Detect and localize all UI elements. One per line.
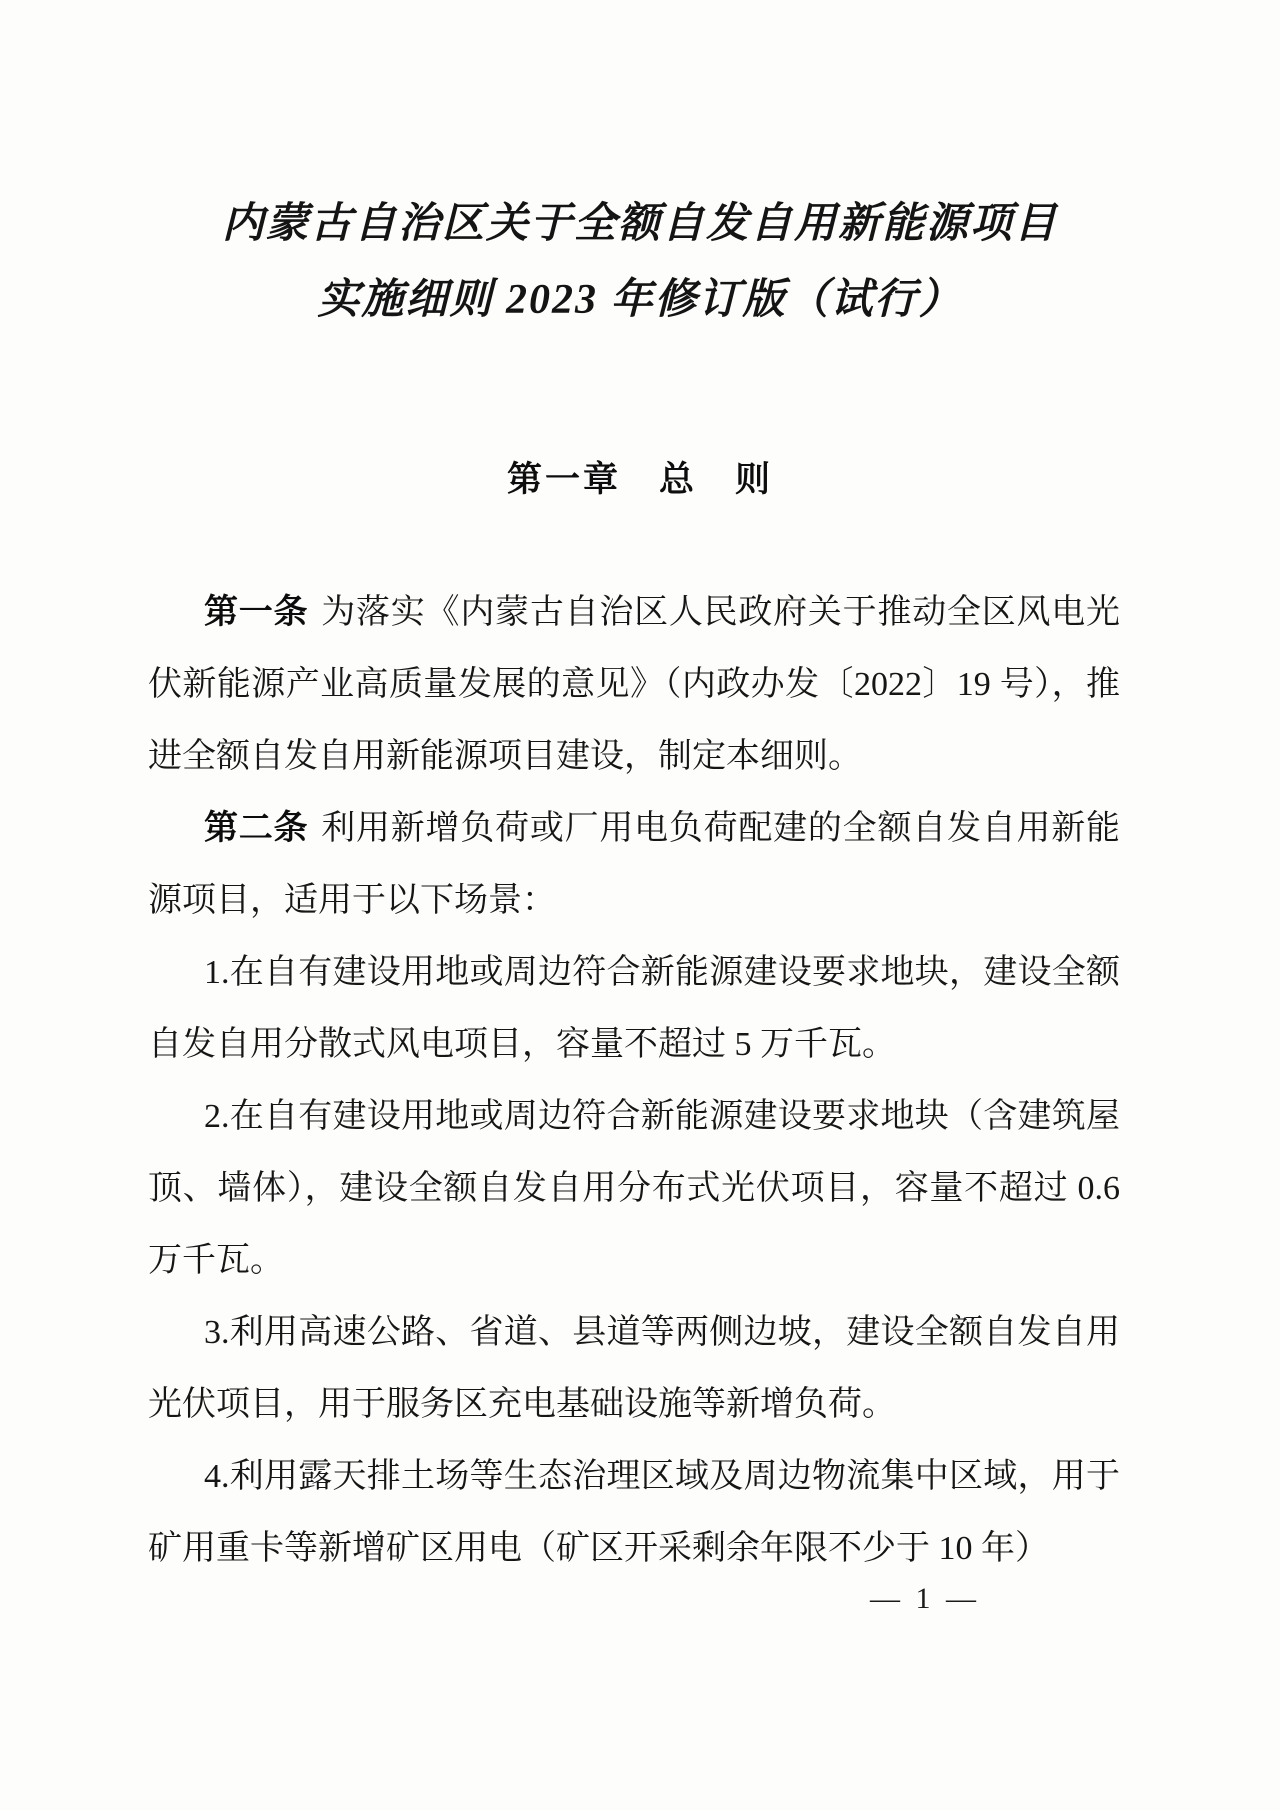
article-2-text: 利用新增负荷或厂用电负荷配建的全额自发自用新能源项目，适用于以下场景：: [148, 810, 1120, 919]
scenario-item-4-text: 4.利用露天排土场等生态治理区域及周边物流集中区域，用于矿用重卡等新增矿区用电（矿区开采剩余年限不少于 10 年）: [148, 1458, 1120, 1567]
page-number: [0, 1582, 980, 1616]
scenario-item-3-text: 3.利用高速公路、省道、县道等两侧边坡，建设全额自发自用光伏项目，用于服务区充电基础设施等新增负荷。: [148, 1314, 1120, 1423]
scenario-item-2-text: 2.在自有建设用地或周边符合新能源建设要求地块（含建筑屋顶、墙体），建设全额自发自用分布式光伏项目，容量不超过 0.6 万千瓦。: [148, 1098, 1120, 1279]
article-1-text: 为落实《内蒙古自治区人民政府关于推动全区风电光伏新能源产业高质量发展的意见》（内政办发〔2022〕19 号），推进全额自发自用新能源项目建设，制定本细则。: [148, 594, 1120, 775]
article-paragraph-2: [148, 793, 1120, 937]
title-line-2: 实施细则 2023 年修订版（试行）: [317, 277, 963, 323]
chapter-heading: [0, 452, 1280, 502]
scenario-item-1-text: 1.在自有建设用地或周边符合新能源建设要求地块，建设全额自发自用分散式风电项目，容量不超过 5 万千瓦。: [148, 954, 1120, 1063]
chapter-heading-text: 第一章 总 则: [506, 460, 773, 499]
document-body: [148, 577, 1120, 1585]
scenario-item-1: [148, 937, 1120, 1081]
scenario-item-4: [148, 1441, 1120, 1585]
scenario-item-3: [148, 1297, 1120, 1441]
scenario-item-2: [148, 1081, 1120, 1297]
title-line-1: 内蒙古自治区关于全额自发自用新能源项目: [221, 201, 1058, 247]
page-number-text: — 1 —: [870, 1582, 980, 1615]
article-1-label: 第一条: [204, 594, 309, 631]
article-2-label: 第二条: [204, 810, 309, 847]
document-title: [0, 186, 1280, 338]
article-paragraph-1: [148, 577, 1120, 793]
